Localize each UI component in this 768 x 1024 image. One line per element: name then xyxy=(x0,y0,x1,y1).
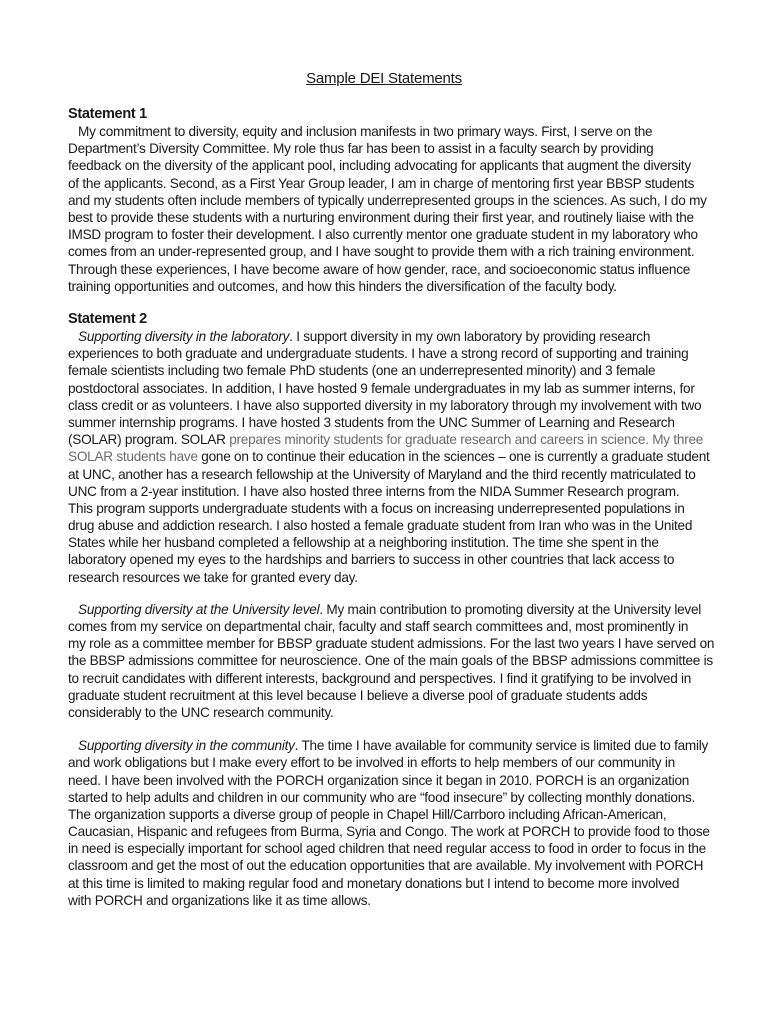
statement-heading: Statement 2 xyxy=(68,311,147,327)
text-segment: My commitment to diversity, equity and inclusion manifests in two primary ways. First, I serve on the xyxy=(78,124,653,139)
text-segment: considerably to the UNC research community. xyxy=(68,704,334,720)
text-line xyxy=(68,517,758,534)
statement-2 xyxy=(68,311,758,909)
text-segment: my role as a committee member for BBSP graduate student admissions. For the last two years I have served on xyxy=(68,636,715,652)
text-segment: need. I have been involved with the PORCH organization since it began in 2010. PORCH is an organization xyxy=(68,772,690,788)
text-line xyxy=(68,670,758,687)
text-segment: comes from my service on departmental chair, faculty and staff search committees and, most prominently in xyxy=(68,619,689,634)
text-segment: . The time I have available for community service is limited due to family xyxy=(294,738,709,754)
text-line xyxy=(68,397,758,414)
text-line xyxy=(68,704,758,721)
text-line xyxy=(68,140,758,157)
text-segment: SOLAR students have xyxy=(68,449,202,465)
text-line xyxy=(68,448,758,465)
text-line xyxy=(68,278,758,295)
text-line xyxy=(68,806,758,823)
text-line xyxy=(68,243,758,260)
text-line xyxy=(68,857,758,874)
paragraph xyxy=(68,737,758,909)
text-segment: graduate student recruitment at this level because I believe a diverse pool of graduate students adds xyxy=(68,687,648,703)
paragraph-lead-in: Supporting diversity at the University level xyxy=(78,601,320,617)
text-line xyxy=(68,569,758,586)
paragraph xyxy=(68,123,758,295)
text-segment: comes from an under-represented group, and I have sought to provide them with a rich training environment. xyxy=(68,244,695,260)
text-line xyxy=(68,362,758,379)
text-segment: summer internship programs. I have hosted 3 students from the UNC Summer of Learning and Research xyxy=(68,414,675,430)
text-line xyxy=(68,226,758,243)
text-segment: States while her husband completed a fellowship at a neighboring institution. The time she spent in the xyxy=(68,535,659,551)
text-line xyxy=(68,261,758,278)
text-segment: of the applicants. Second, as a First Year Group leader, I am in charge of mentoring first year BBSP students xyxy=(68,175,695,191)
text-line xyxy=(68,209,758,226)
text-line xyxy=(68,737,758,754)
text-segment: to recruit candidates with different interests, background and perspectives. I find it gratifying to be involved in xyxy=(68,670,692,686)
text-segment: in need is especially important for school aged children that need regular access to food in order to focus in the xyxy=(68,841,706,857)
text-line xyxy=(68,840,758,857)
text-line xyxy=(68,789,758,806)
text-segment: best to provide these students with a nurturing environment during their first year, and routinely liaise with the xyxy=(68,209,694,225)
text-line xyxy=(68,875,758,892)
text-segment: at UNC, another has a research fellowship at the University of Maryland and the third recently matriculated to xyxy=(68,466,696,482)
text-segment: IMSD program to foster their development. I also currently mentor one graduate student in my laboratory who xyxy=(68,227,698,243)
text-segment: (SOLAR) program. SOLAR xyxy=(68,432,230,448)
text-line xyxy=(68,328,758,345)
text-segment: . My main contribution to promoting diversity at the University level xyxy=(319,601,702,617)
text-line xyxy=(68,601,758,618)
text-line xyxy=(68,500,758,517)
text-line xyxy=(68,123,758,140)
text-line xyxy=(68,157,758,174)
text-segment: laboratory opened my eyes to the hardships and barriers to success in other countries that lack access to xyxy=(68,552,675,568)
text-segment: feedback on the diversity of the applicant pool, including advocating for applicants that augment the diversity xyxy=(68,158,691,174)
text-segment: Through these experiences, I have become aware of how gender, race, and socioeconomic status influence xyxy=(68,261,691,277)
paragraph xyxy=(68,601,758,721)
text-line xyxy=(68,466,758,483)
text-segment: postdoctoral associates. In addition, I have hosted 9 female undergraduates in my lab as summer interns, for xyxy=(68,380,695,396)
text-segment: The organization supports a diverse group of people in Chapel Hill/Carrboro including African-American, xyxy=(68,806,667,822)
text-segment: This program supports undergraduate students with a focus on increasing underrepresented populations in xyxy=(68,500,685,516)
paragraph-lead-in: Supporting diversity in the laboratory xyxy=(78,329,290,344)
text-line xyxy=(68,687,758,704)
text-segment: UNC from a 2-year institution. I have also hosted three interns from the NIDA Summer Research program. xyxy=(68,483,680,499)
text-segment: . I support diversity in my own laboratory by providing research xyxy=(289,329,651,344)
text-line xyxy=(68,483,758,500)
statement-1 xyxy=(68,106,758,295)
text-line xyxy=(68,754,758,771)
text-line xyxy=(68,772,758,789)
paragraph-lead-in: Supporting diversity in the community xyxy=(78,738,295,754)
text-segment: class credit or as volunteers. I have also supported diversity in my laboratory through my involvement with two xyxy=(68,397,702,413)
text-line xyxy=(68,635,758,652)
text-segment: and work obligations but I make every effort to be involved in efforts to help members of our community in xyxy=(68,755,675,771)
text-segment: with PORCH and organizations like it as time allows. xyxy=(68,892,371,908)
text-line xyxy=(68,618,758,635)
text-segment: female scientists including two female PhD students (one an underrepresented minority) and 3 female xyxy=(68,363,656,379)
text-segment: the BBSP admissions committee for neuroscience. One of the main goals of the BBSP admissions committee is xyxy=(68,653,713,669)
text-segment: at this time is limited to making regular food and monetary donations but I intend to become more involved xyxy=(68,875,680,891)
text-line xyxy=(68,892,758,909)
text-line xyxy=(68,551,758,568)
text-segment: experiences to both graduate and undergraduate students. I have a strong record of supporting and training xyxy=(68,346,689,362)
text-line xyxy=(68,823,758,840)
text-line xyxy=(68,534,758,551)
text-segment: Department’s Diversity Committee. My role thus far has been to assist in a faculty search by providing xyxy=(68,141,654,157)
text-line xyxy=(68,380,758,397)
paragraph xyxy=(68,328,758,586)
text-segment: prepares minority students for graduate research and careers in science. My three xyxy=(229,432,704,448)
text-segment: started to help adults and children in our community who are “food insecure” by collecting monthly donations. xyxy=(68,789,696,805)
text-segment: and my students often include members of typically underrepresented groups in the sciences. As such, I do my xyxy=(68,192,707,208)
text-segment: research resources we take for granted every day. xyxy=(68,569,358,585)
text-segment: training opportunities and outcomes, and how this hinders the diversification of the faculty body. xyxy=(68,278,617,294)
text-segment: drug abuse and addiction research. I also hosted a female graduate student from Iran who was in the United xyxy=(68,518,693,534)
text-line xyxy=(68,414,758,431)
text-line xyxy=(68,192,758,209)
document-title: Sample DEI Statements xyxy=(306,70,462,87)
text-segment: gone on to continue their education in the sciences – one is currently a graduate student xyxy=(201,449,710,465)
text-line xyxy=(68,431,758,448)
text-line xyxy=(68,175,758,192)
text-line xyxy=(68,652,758,669)
text-segment: Caucasian, Hispanic and refugees from Burma, Syria and Congo. The work at PORCH to provide food to those xyxy=(68,824,710,840)
statement-heading: Statement 1 xyxy=(68,106,147,122)
text-line xyxy=(68,345,758,362)
text-segment: classroom and get the most of out the education opportunities that are available. My involvement with PORCH xyxy=(68,858,704,874)
